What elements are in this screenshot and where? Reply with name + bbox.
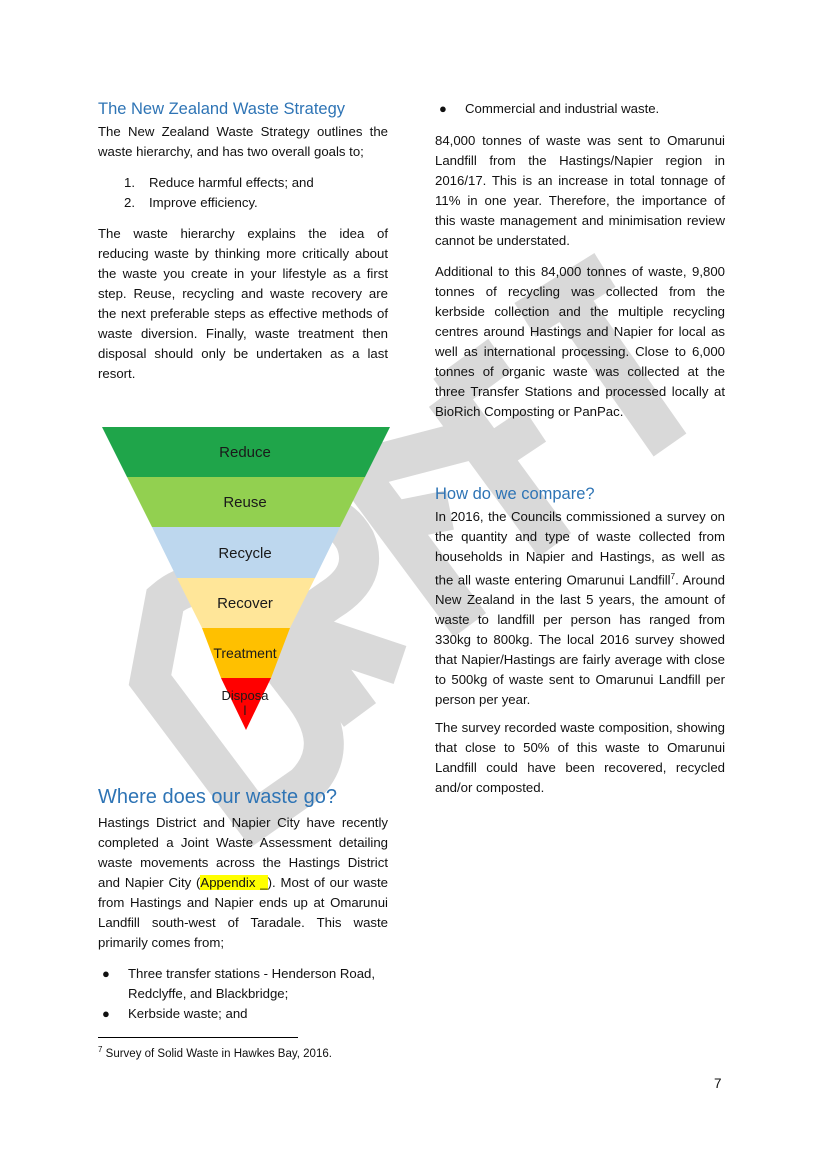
goals-list bbox=[124, 173, 314, 213]
recycling-paragraph: Additional to this 84,000 tonnes of waste, 9,800 tonnes of recycling was collected from the kerbside collection and the multiple recycling centres around Hastings and Napier for local as well as international processing. Close to 6,000 tonnes of organic waste was collected at the three Transfer Stations and processed locally at BioRich Composting or PanPac. bbox=[435, 264, 725, 419]
list-item: ● Kerbside waste; and bbox=[102, 1006, 248, 1021]
list-item: 2. Improve efficiency. bbox=[124, 195, 258, 210]
pyramid-label-reuse: Reuse bbox=[223, 494, 267, 511]
footnote-reference: 7 bbox=[670, 572, 676, 581]
list-item: ● Commercial and industrial waste. bbox=[439, 101, 660, 116]
pyramid-label-disposal-end: l bbox=[243, 703, 247, 718]
where-paragraph: Hastings District and Napier City have recently completed a Joint Waste Assessment detailing waste movements across the Hastings District and Napier City (Appendix _). Most of our waste from Hastings and Napier ends up at Omarunui Landfill south-west of Taradale. This waste primarily comes from; bbox=[98, 815, 388, 950]
hierarchy-paragraph: The waste hierarchy explains the idea of reducing waste by thinking more critically about the waste you create in your lifestyle as a first step. Reuse, recycling and waste recovery are the next preferable steps as effective methods of waste diversion. Finally, waste treatment then disposal should only be undertaken as a last resort. bbox=[98, 226, 388, 381]
pyramid-label-disposal: Disposa bbox=[221, 688, 269, 703]
list-item: ● Three transfer stations - Henderson Road, Redclyffe, and Blackbridge; bbox=[102, 966, 376, 1001]
survey-paragraph: The survey recorded waste composition, showing that close to 50% of this waste to Omarunui Landfill could have been recovered, recycled and/or composted. bbox=[435, 720, 725, 795]
pyramid-label-treatment: Treatment bbox=[213, 645, 277, 661]
pyramid-label-recover: Recover bbox=[217, 595, 273, 612]
strategy-intro: The New Zealand Waste Strategy outlines the waste hierarchy, and has two overall goals to; bbox=[98, 124, 388, 159]
pyramid-label-reduce: Reduce bbox=[219, 444, 271, 461]
list-item: 1. Reduce harmful effects; and bbox=[124, 175, 314, 190]
waste-sources-list-continued bbox=[435, 99, 725, 119]
footnote-separator bbox=[98, 1037, 298, 1038]
waste-hierarchy-pyramid bbox=[100, 425, 392, 735]
appendix-reference: Appendix _ bbox=[200, 875, 268, 890]
pyramid-label-recycle: Recycle bbox=[218, 545, 272, 562]
where-heading: Where does our waste go? bbox=[98, 786, 338, 808]
landfill-paragraph: 84,000 tonnes of waste was sent to Omarunui Landfill from the Hastings/Napier region in 2016/17. This is an increase in total tonnage of 11% in one year. Therefore, the importance of this waste management and minimisation review cannot be understated. bbox=[435, 133, 725, 248]
page-number: 7 bbox=[714, 1076, 722, 1091]
compare-paragraph: In 2016, the Councils commissioned a survey on the quantity and type of waste collected from households in Napier and Hastings, as well as the all waste entering Omarunui Landfill$^7$. Around New Zealand in the last 5 years, the amount of waste to landfill per person has ranged from 330kg to 800kg. The local 2016 survey showed that Napier/Hastings are fairly average with close to 500kg of waste sent to Omarunui Landfill per person per year. bbox=[435, 509, 725, 708]
strategy-heading: The New Zealand Waste Strategy bbox=[98, 100, 346, 118]
footnote: $^7$ Survey of Solid Waste in Hawkes Bay, 2016. bbox=[98, 1045, 332, 1060]
compare-heading: How do we compare? bbox=[435, 485, 595, 503]
waste-sources-list bbox=[98, 964, 388, 1024]
